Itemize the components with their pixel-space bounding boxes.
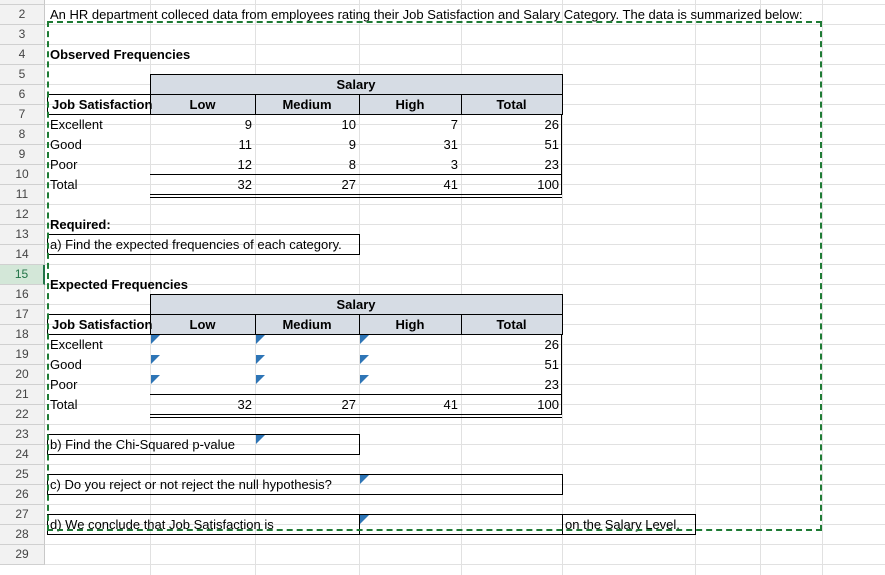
observed-cell: 7 (450, 117, 458, 132)
expected-cell: 27 (341, 397, 356, 412)
row-header[interactable]: 27 (0, 505, 45, 525)
row-header[interactable]: 9 (0, 145, 45, 165)
row-header[interactable]: 25 (0, 465, 45, 485)
row-header[interactable]: 7 (0, 105, 45, 125)
expected-col-total: Total (496, 317, 527, 332)
observed-cell: 41 (443, 177, 458, 192)
row-header[interactable]: 5 (0, 65, 45, 85)
row-header[interactable]: 19 (0, 345, 45, 365)
row-header[interactable]: 22 (0, 405, 45, 425)
observed-cell: 9 (244, 117, 252, 132)
row-header[interactable]: 11 (0, 185, 45, 205)
expected-row-label: Poor (50, 377, 78, 392)
question-a: a) Find the expected frequencies of each category. (50, 237, 342, 252)
expected-col-low: Low (189, 317, 216, 332)
observed-col-medium: Medium (282, 97, 332, 112)
observed-salary-header: Salary (336, 77, 376, 92)
row-header[interactable]: 23 (0, 425, 45, 445)
required-label: Required: (50, 217, 111, 232)
row-header[interactable]: 4 (0, 45, 45, 65)
row-header[interactable]: 16 (0, 285, 45, 305)
row-header-active[interactable]: 15 (0, 265, 45, 285)
row-header[interactable]: 12 (0, 205, 45, 225)
question-d-suffix: on the Salary Level. (565, 517, 680, 532)
observed-cell: 9 (348, 137, 356, 152)
observed-cell: 26 (544, 117, 559, 132)
observed-title: Observed Frequencies (50, 47, 191, 62)
observed-cell: 31 (443, 137, 458, 152)
row-header[interactable]: 8 (0, 125, 45, 145)
observed-cell: 100 (537, 177, 559, 192)
intro-text: An HR department colleced data from employees rating their Job Satisfaction and Salary Category. The data is summarized below: (50, 7, 803, 22)
expected-cell: 23 (544, 377, 559, 392)
copy-selection-marquee (47, 21, 822, 531)
row-header[interactable]: 2 (0, 5, 45, 25)
row-header[interactable]: 14 (0, 245, 45, 265)
observed-row-label: Poor (50, 157, 78, 172)
observed-col-total: Total (496, 97, 527, 112)
observed-col-low: Low (189, 97, 216, 112)
row-header[interactable]: 28 (0, 525, 45, 545)
row-header[interactable]: 21 (0, 385, 45, 405)
expected-cell: 100 (537, 397, 559, 412)
observed-cell: 32 (237, 177, 252, 192)
observed-cell: 12 (237, 157, 252, 172)
row-header[interactable]: 6 (0, 85, 45, 105)
row-header[interactable]: 29 (0, 545, 45, 565)
expected-row-label: Good (50, 357, 82, 372)
row-header[interactable]: 18 (0, 325, 45, 345)
observed-cell: 27 (341, 177, 356, 192)
observed-row-label: Excellent (50, 117, 103, 132)
row-header[interactable]: 17 (0, 305, 45, 325)
row-header[interactable]: 26 (0, 485, 45, 505)
observed-cell: 10 (341, 117, 356, 132)
question-b: b) Find the Chi-Squared p-value (50, 437, 235, 452)
expected-cell: 51 (544, 357, 559, 372)
expected-row-header: Job Satisfaction (52, 317, 153, 332)
observed-row-label: Total (50, 177, 78, 192)
expected-row-label: Excellent (50, 337, 103, 352)
observed-col-high: High (395, 97, 425, 112)
expected-cell: 26 (544, 337, 559, 352)
row-header[interactable]: 20 (0, 365, 45, 385)
observed-row-header: Job Satisfaction (52, 97, 153, 112)
row-header[interactable]: 13 (0, 225, 45, 245)
row-header[interactable]: 24 (0, 445, 45, 465)
observed-cell: 3 (450, 157, 458, 172)
expected-row-label: Total (50, 397, 78, 412)
expected-col-high: High (395, 317, 425, 332)
observed-cell: 11 (238, 137, 252, 152)
question-c: c) Do you reject or not reject the null hypothesis? (50, 477, 332, 492)
observed-cell: 8 (348, 157, 356, 172)
row-header[interactable]: 3 (0, 25, 45, 45)
question-d: d) We conclude that Job Satisfaction is (50, 517, 274, 532)
expected-salary-header: Salary (336, 297, 376, 312)
observed-row-label: Good (50, 137, 82, 152)
expected-cell: 41 (443, 397, 458, 412)
row-header[interactable]: 10 (0, 165, 45, 185)
expected-col-medium: Medium (282, 317, 332, 332)
expected-title: Expected Frequencies (50, 277, 188, 292)
expected-cell: 32 (237, 397, 252, 412)
sheet-row[interactable] (0, 545, 885, 565)
observed-cell: 23 (544, 157, 559, 172)
observed-cell: 51 (544, 137, 559, 152)
